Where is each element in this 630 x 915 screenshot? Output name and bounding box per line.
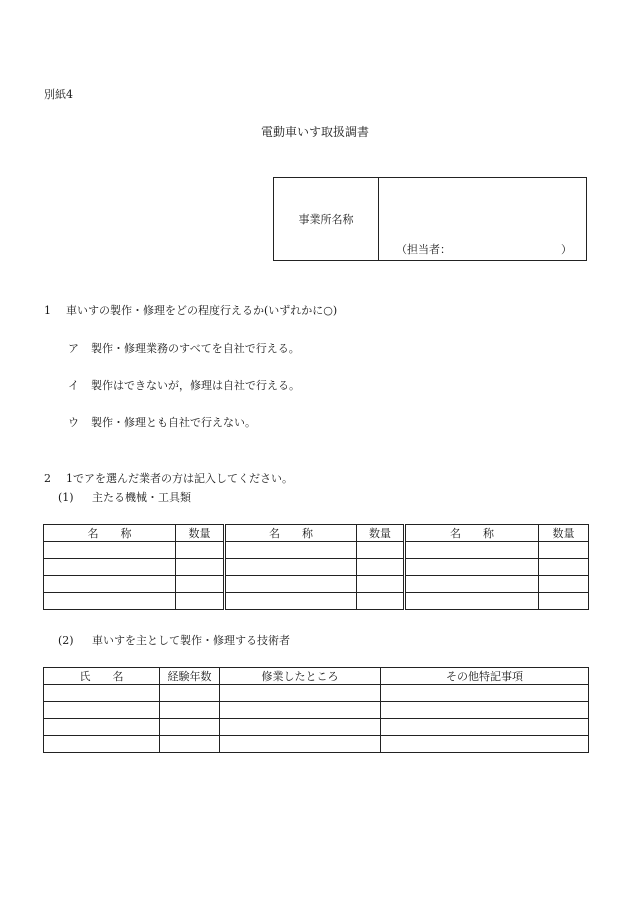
question-1-text: 車いすの製作・修理をどの程度行えるか(いずれかに○) <box>66 304 338 317</box>
tech-cell[interactable] <box>381 685 589 702</box>
equip-cell[interactable] <box>539 593 589 610</box>
tech-cell[interactable] <box>381 736 589 753</box>
question-2-number: 2 <box>44 472 51 485</box>
equip-cell[interactable] <box>176 559 225 576</box>
technician-table <box>43 667 589 753</box>
subsection-2 <box>58 632 290 648</box>
equip-cell[interactable] <box>357 542 405 559</box>
table-header-row <box>44 525 589 542</box>
table-row <box>44 542 589 559</box>
option-i-mark: イ <box>68 379 79 392</box>
equip-cell[interactable] <box>357 576 405 593</box>
tech-cell[interactable] <box>220 702 381 719</box>
subsection-2-text: 車いすを主として製作・修理する技術者 <box>92 634 290 647</box>
tech-cell[interactable] <box>44 736 160 753</box>
person-in-charge-label: （担当者： <box>396 243 451 256</box>
option-a-text: 製作・修理業務のすべてを自社で行える。 <box>91 342 300 355</box>
equip-cell[interactable] <box>405 559 539 576</box>
tech-name-header: 氏 名 <box>44 668 160 685</box>
question-1-number: 1 <box>44 304 51 317</box>
tech-cell[interactable] <box>160 702 220 719</box>
option-a-mark: ア <box>68 342 79 355</box>
tech-cell[interactable] <box>160 685 220 702</box>
equip-cell[interactable] <box>539 576 589 593</box>
tech-notes-header: その他特記事項 <box>381 668 589 685</box>
equip-qty-header: 数量 <box>357 525 405 542</box>
subsection-1 <box>58 489 191 505</box>
option-a <box>68 340 300 356</box>
option-i <box>68 377 300 393</box>
subsection-2-number: (2) <box>58 634 74 647</box>
equip-qty-header: 数量 <box>176 525 225 542</box>
table-row <box>44 593 589 610</box>
office-name-box <box>273 177 587 261</box>
table-row <box>44 719 589 736</box>
tech-cell[interactable] <box>44 685 160 702</box>
equip-cell[interactable] <box>357 559 405 576</box>
table-row <box>44 702 589 719</box>
equip-cell[interactable] <box>225 559 357 576</box>
tech-cell[interactable] <box>220 719 381 736</box>
table-header-row <box>44 668 589 685</box>
equip-cell[interactable] <box>176 542 225 559</box>
subsection-1-number: (1) <box>58 491 74 504</box>
equip-cell[interactable] <box>225 576 357 593</box>
equip-cell[interactable] <box>176 593 225 610</box>
option-u-text: 製作・修理とも自社で行えない。 <box>91 416 256 429</box>
equip-cell[interactable] <box>44 542 176 559</box>
tech-cell[interactable] <box>381 702 589 719</box>
tech-training-header: 修業したところ <box>220 668 381 685</box>
tech-cell[interactable] <box>220 736 381 753</box>
attachment-label: 別紙4 <box>44 88 73 101</box>
equip-cell[interactable] <box>225 593 357 610</box>
tech-cell[interactable] <box>44 719 160 736</box>
table-row <box>44 576 589 593</box>
equip-cell[interactable] <box>405 593 539 610</box>
question-2-text: 1でアを選んだ業者の方は記入してください。 <box>66 472 293 485</box>
option-u <box>68 414 256 430</box>
equip-cell[interactable] <box>44 576 176 593</box>
equip-cell[interactable] <box>405 576 539 593</box>
equip-cell[interactable] <box>44 593 176 610</box>
equip-cell[interactable] <box>357 593 405 610</box>
office-name-label: 事業所名称 <box>274 178 379 260</box>
table-row <box>44 685 589 702</box>
option-u-mark: ウ <box>68 416 79 429</box>
tech-cell[interactable] <box>381 719 589 736</box>
question-2 <box>44 470 293 486</box>
equip-cell[interactable] <box>539 542 589 559</box>
equip-cell[interactable] <box>44 559 176 576</box>
tech-cell[interactable] <box>220 685 381 702</box>
equip-qty-header: 数量 <box>539 525 589 542</box>
equipment-table <box>43 524 589 610</box>
equip-cell[interactable] <box>176 576 225 593</box>
equip-name-header: 名 称 <box>405 525 539 542</box>
table-row <box>44 559 589 576</box>
person-in-charge-close: ） <box>561 243 572 256</box>
equip-cell[interactable] <box>539 559 589 576</box>
equip-cell[interactable] <box>225 542 357 559</box>
equip-cell[interactable] <box>405 542 539 559</box>
tech-cell[interactable] <box>160 719 220 736</box>
option-i-text: 製作はできないが，修理は自社で行える。 <box>91 379 300 392</box>
question-1 <box>44 302 337 318</box>
equip-name-header: 名 称 <box>44 525 176 542</box>
tech-cell[interactable] <box>160 736 220 753</box>
document-title: 電動車いす取扱調書 <box>260 125 369 139</box>
equip-name-header: 名 称 <box>225 525 357 542</box>
tech-experience-header: 経験年数 <box>160 668 220 685</box>
table-row <box>44 736 589 753</box>
tech-cell[interactable] <box>44 702 160 719</box>
subsection-1-text: 主たる機械・工具類 <box>92 491 191 504</box>
